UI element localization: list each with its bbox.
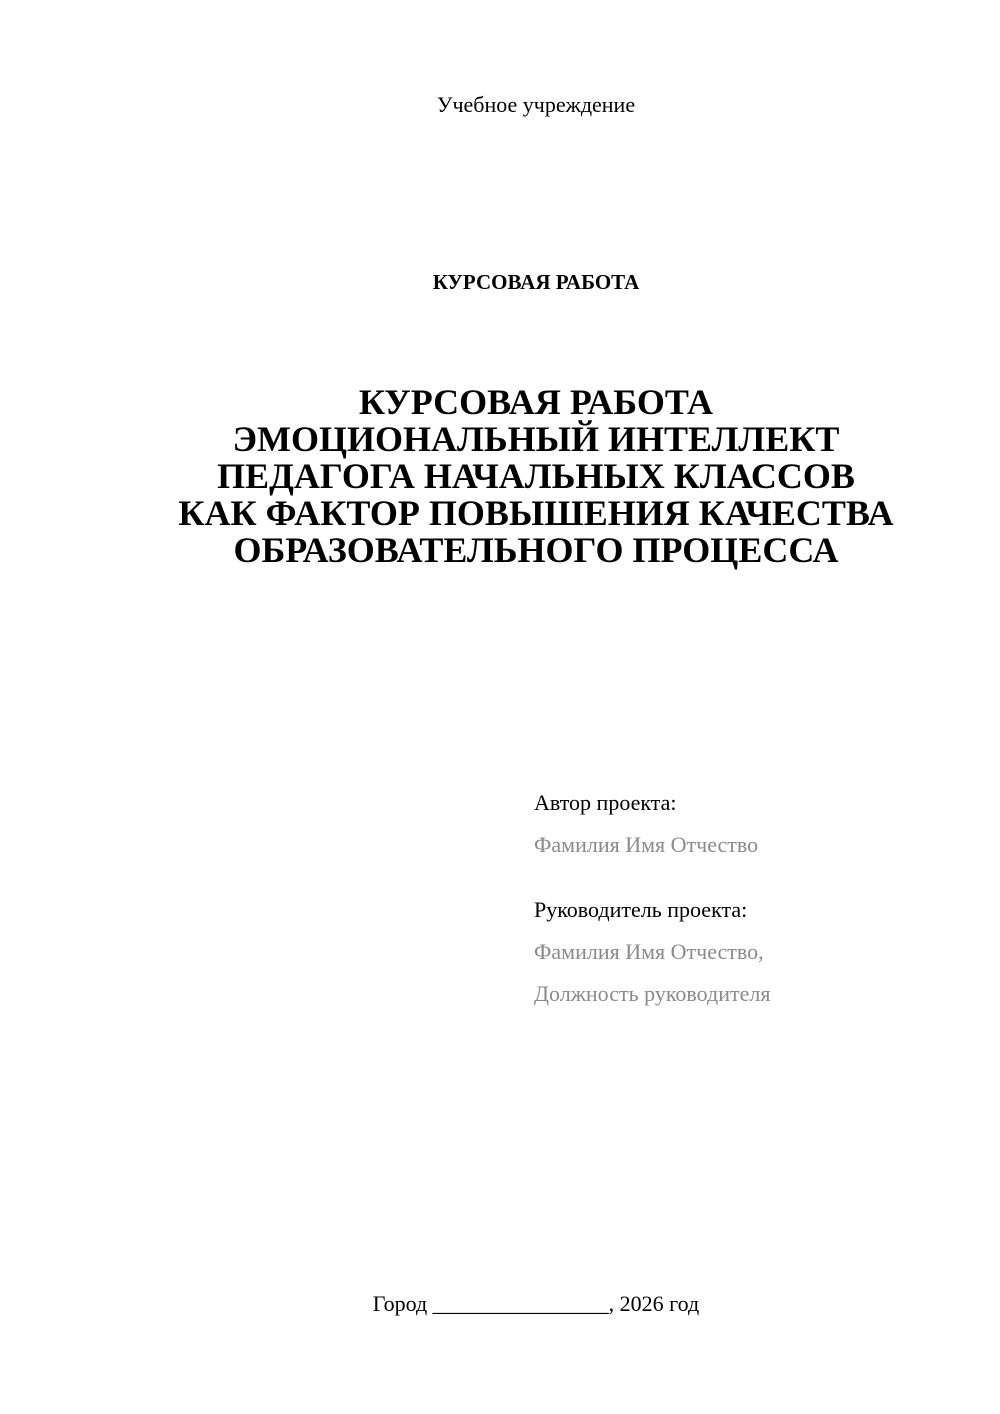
supervisor-position: Должность руководителя [534,981,771,1006]
title-line: ПЕДАГОГА НАЧАЛЬНЫХ КЛАССОВ [217,456,855,496]
supervisor-name: Фамилия Имя Отчество, [534,939,764,964]
city-year-line: Город ________________, 2026 год [372,1291,700,1316]
supervisor-block [534,896,770,1008]
author-name: Фамилия Имя Отчество [534,832,759,857]
work-type-heading: КУРСОВАЯ РАБОТА [432,270,640,294]
supervisor-label: Руководитель проекта: [534,897,748,922]
title-line: ЭМОЦИОНАЛЬНЫЙ ИНТЕЛЛЕКТ [232,419,840,459]
title-line: КУРСОВАЯ РАБОТА [358,382,714,422]
author-block [534,789,758,859]
document-title [0,384,1000,569]
title-line: КАК ФАКТОР ПОВЫШЕНИЯ КАЧЕСТВА [178,493,894,533]
author-label: Автор проекта: [534,790,677,815]
institution-name: Учебное учреждение [436,92,636,117]
title-line: ОБРАЗОВАТЕЛЬНОГО ПРОЦЕССА [233,530,839,570]
